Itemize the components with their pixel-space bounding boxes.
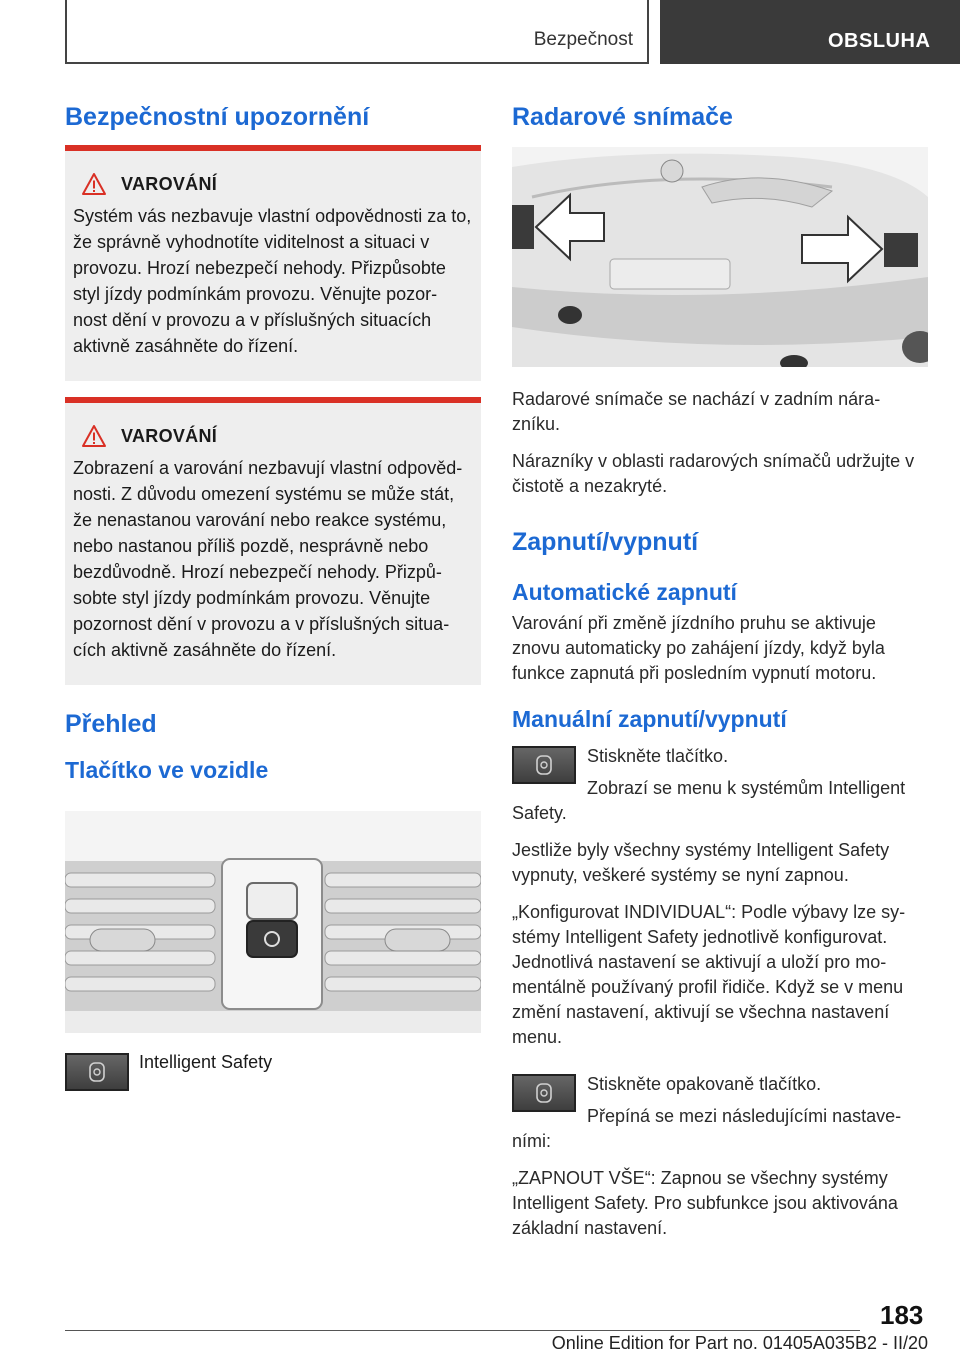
warning-text: Zobrazení a varování nezbavují vlastní odpověd- nosti. Z důvodu omezení systému se může stát, že nenastanou varování nebo reakce systému, nebo nastanou příliš pozdě, nesprávně nebo bezdůvodně. Hrozí nebezpečí nehody. Přizpů- sobte styl jízdy podmínkám provozu. Věnujte pozornost dění v provozu a v příslušných situa- cích aktivně zasáhněte do řízení.: [73, 458, 463, 660]
footer-divider: [65, 1330, 860, 1331]
left-column: [65, 100, 481, 1091]
warning-box-2: [65, 397, 481, 685]
warning-triangle-icon: [81, 172, 107, 196]
intelligent-safety-button-icon: [512, 1074, 576, 1112]
radar-location-text: Radarové snímače se nachází v zadním nára- zníku.: [512, 389, 881, 434]
manual-step-2: [512, 1072, 928, 1154]
edition-footer: Online Edition for Part no. 01405A035B2 - II/20: [551, 1333, 928, 1353]
all-on-text: „ZAPNOUT VŠE“: Zapnou se všechny systémy Intelligent Safety. Pro subfunkce jsou aktivována základní nastavení.: [512, 1168, 898, 1238]
step-2-toggle-text: Přepíná se mezi následujícími nastave- ními:: [512, 1106, 902, 1151]
overview-heading: Přehled: [65, 710, 157, 738]
warning-text: Systém vás nezbavuje vlastní odpovědnosti za to, že správně vyhodnotíte viditelnost a situaci v provozu. Hrozí nebezpečí nehody. Přizpůsobte styl jízdy podmínkám provozu. Věnujte pozor- nost dění v provozu a v příslušných situacích aktivně zasáhněte do řízení.: [73, 206, 472, 356]
on-off-heading: Zapnutí/vypnutí: [512, 528, 699, 556]
button-in-vehicle-heading: Tlačítko ve vozidle: [65, 757, 269, 783]
auto-on-heading: Automatické zapnutí: [512, 579, 737, 605]
radar-clean-text: Nárazníky v oblasti radarových snímačů udržujte v čistotě a nezakryté.: [512, 451, 915, 496]
intelligent-safety-button-icon: [512, 746, 576, 784]
page-header: [0, 0, 960, 68]
header-chapter-tab: OBSLUHA: [660, 0, 960, 64]
warning-title: VAROVÁNÍ: [121, 425, 218, 446]
step-1-menu-text: Zobrazí se menu k systémům Intelligent Safety.: [512, 778, 906, 823]
step-2-press-text: Stiskněte opakovaně tlačítko.: [587, 1074, 822, 1094]
manual-on-off-heading: Manuální zapnutí/vypnutí: [512, 706, 787, 732]
manual-step-1: [512, 744, 928, 826]
dashboard-button-figure: [65, 811, 481, 1033]
header-section-box: [65, 0, 649, 64]
rear-bumper-radar-figure: [512, 147, 928, 367]
warning-box-1: [65, 145, 481, 381]
radar-sensors-heading: Radarové snímače: [512, 103, 733, 131]
right-column: [512, 100, 928, 1241]
intelligent-safety-button-icon: [65, 1053, 129, 1091]
intelligent-safety-caption: Intelligent Safety: [139, 1052, 273, 1072]
warning-triangle-icon: [81, 424, 107, 448]
warning-title: VAROVÁNÍ: [121, 173, 218, 194]
individual-config-text: „Konfigurovat INDIVIDUAL“: Podle výbavy lze sy- stémy Intelligent Safety jednotlivě konfigurovat. Jednotlivá nastavení se aktivují a uloží pro mo- mentálně používaný profil řidiče. Když se v menu změní nastavení, aktivují se všechna nastavení menu.: [512, 902, 906, 1047]
all-off-text: Jestliže byly všechny systémy Intelligent Safety vypnuty, veškeré systémy se nyní zapnou.: [512, 840, 890, 885]
header-section-title: Bezpečnost: [533, 29, 633, 50]
auto-on-text: Varování při změně jízdního pruhu se aktivuje znovu automaticky po zahájení jízdy, když byla funkce zapnutá při posledním vypnutí motoru.: [512, 613, 885, 683]
page-number: 183: [880, 1300, 924, 1330]
safety-notes-heading: Bezpečnostní upozornění: [65, 103, 370, 131]
step-1-press-text: Stiskněte tlačítko.: [587, 746, 729, 766]
button-caption-row: [65, 1053, 481, 1091]
